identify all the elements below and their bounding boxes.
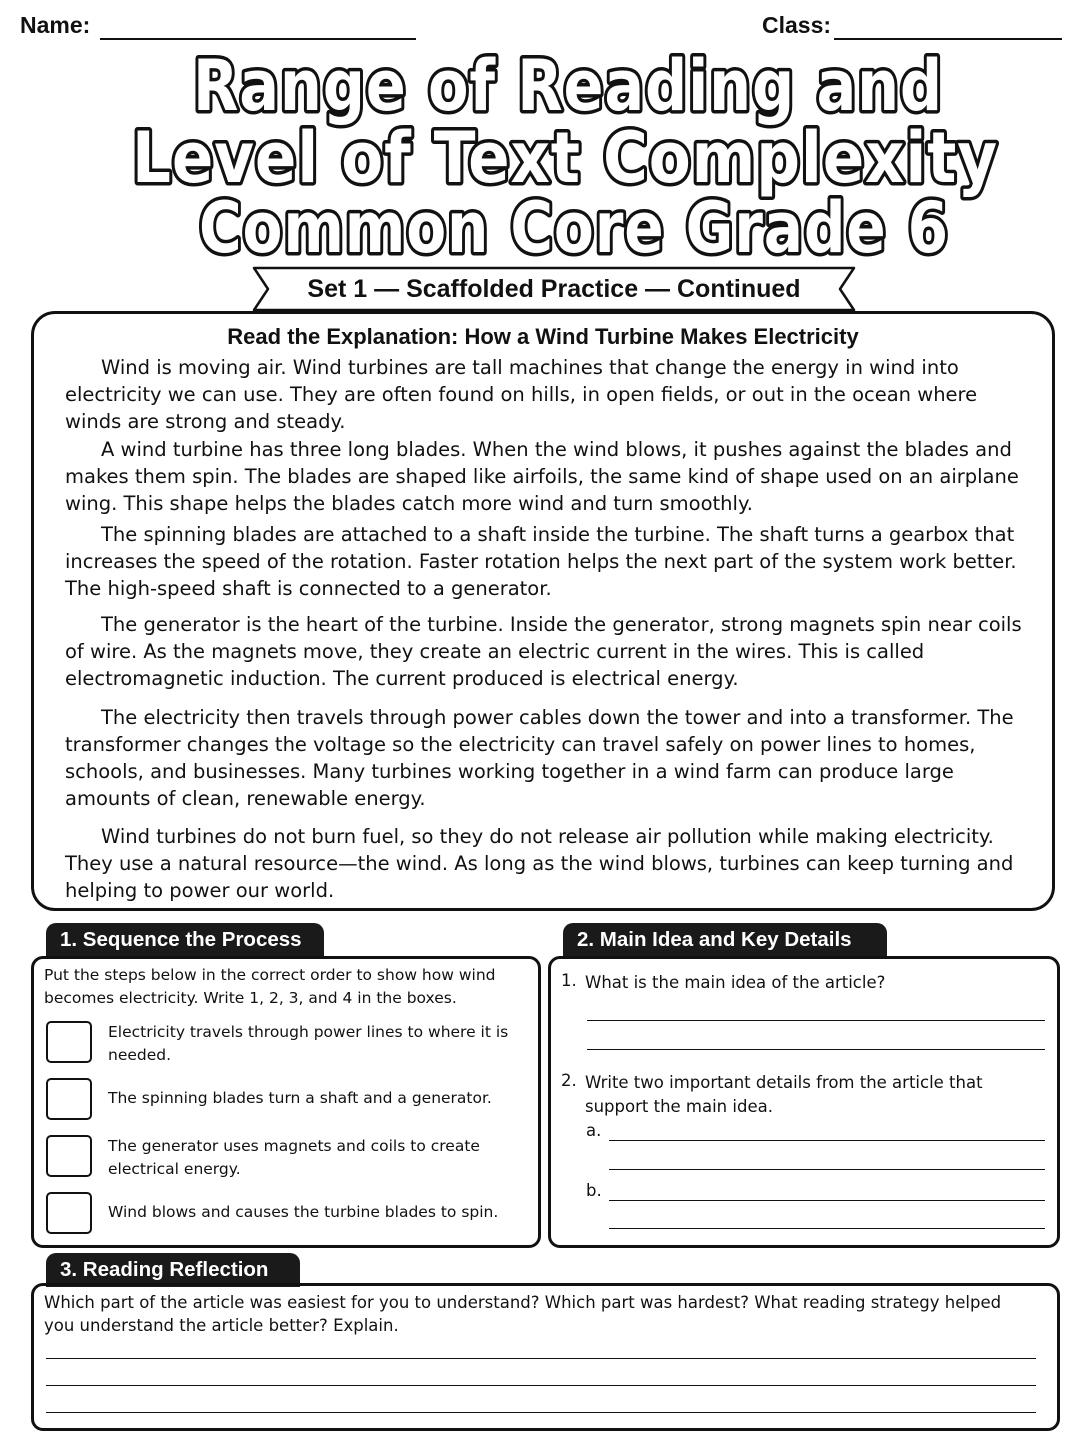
name-answer-line[interactable] [100, 38, 416, 40]
question-2-number: 2. [561, 1071, 577, 1090]
reflection-answer-line[interactable] [46, 1385, 1036, 1386]
section-2-tab: 2. Main Idea and Key Details [563, 923, 887, 957]
title-line-3: Common Core Grade 6 [199, 187, 949, 262]
answer-line[interactable] [609, 1169, 1045, 1170]
order-box-3[interactable] [46, 1135, 92, 1177]
reflection-answer-line[interactable] [46, 1358, 1036, 1359]
section-1-box [31, 956, 541, 1248]
detail-a-answer-line[interactable] [609, 1140, 1045, 1141]
step-text: Wind blows and causes the turbine blades to spin. [108, 1203, 499, 1221]
passage-box [31, 311, 1055, 911]
set-ribbon-text: Set 1 — Scaffolded Practice — Continued [307, 275, 801, 303]
class-answer-line[interactable] [834, 38, 1062, 40]
section-2-box [548, 956, 1060, 1248]
passage-paragraph: Wind turbines do not burn fuel, so they do not release air pollution while making electricity. They use a natural resource—the wind. As long as the wind blows, turbines can keep turning and helping to power our world. [65, 825, 1014, 902]
passage-heading: Read the Explanation: How a Wind Turbine Makes Electricity [227, 324, 859, 349]
step-text: Electricity travels through power lines to where it is needed. [108, 1023, 509, 1064]
question-1-text: What is the main idea of the article? [585, 973, 886, 992]
title-line-1: Range of Reading and [193, 45, 943, 127]
answer-line[interactable] [609, 1228, 1045, 1229]
worksheet-title [0, 44, 1086, 262]
order-box-1[interactable] [46, 1021, 92, 1063]
passage-paragraph: Wind is moving air. Wind turbines are tall machines that change the energy in wind into electricity we can use. They are often found on hills, in open fields, or out in the ocean where winds are strong and steady. [65, 356, 978, 433]
answer-line[interactable] [587, 1049, 1045, 1050]
passage-paragraph: The spinning blades are attached to a shaft inside the turbine. The shaft turns a gearbox that increases the speed of the rotation. Faster rotation helps the next part of the system work better. The high-speed shaft is connected to a generator. [65, 523, 1017, 600]
passage-paragraph: The generator is the heart of the turbine. Inside the generator, strong magnets spin near coils of wire. As the magnets move, they create an electric current in the wires. This is called electromagnetic induction. The current produced is electrical energy. [65, 613, 1022, 690]
section-1-tab: 1. Sequence the Process [46, 923, 324, 957]
question-1-number: 1. [561, 971, 577, 990]
detail-b-answer-line[interactable] [609, 1200, 1045, 1201]
passage-paragraph: A wind turbine has three long blades. When the wind blows, it pushes against the blades and makes them spin. The blades are shaped like airfoils, the same kind of shape used on an airplane wing. This shape helps the blades catch more wind and turn smoothly. [65, 438, 1019, 515]
step-text: The spinning blades turn a shaft and a generator. [108, 1089, 492, 1107]
order-box-4[interactable] [46, 1192, 92, 1234]
question-2-text: Write two important details from the article that support the main idea. [585, 1073, 983, 1116]
detail-b-label: b. [586, 1181, 602, 1200]
class-label: Class: [762, 12, 832, 38]
section-3-box [31, 1283, 1060, 1431]
answer-line[interactable] [587, 1020, 1045, 1021]
section-3-tab: 3. Reading Reflection [46, 1253, 300, 1287]
reflection-prompt: Which part of the article was easiest for you to understand? Which part was hardest? What reading strategy helped you understand the article better? Explain. [44, 1293, 1002, 1335]
section-1-instructions: Put the steps below in the correct order to show how wind becomes electricity. Write 1, 2, 3, and 4 in the boxes. [44, 966, 496, 1007]
title-line-2: Level of Text Complexity [132, 117, 998, 199]
reflection-answer-line[interactable] [46, 1412, 1036, 1413]
passage-paragraph: The electricity then travels through power cables down the tower and into a transformer. The transformer changes the voltage so the electricity can travel safely on power lines to homes, schools, and businesses. Many turbines working together in a wind farm can produce large amounts of clean, renewable energy. [65, 706, 1014, 810]
order-box-2[interactable] [46, 1078, 92, 1120]
step-text: The generator uses magnets and coils to create electrical energy. [108, 1137, 480, 1178]
name-label: Name: [20, 12, 91, 38]
detail-a-label: a. [586, 1121, 602, 1140]
